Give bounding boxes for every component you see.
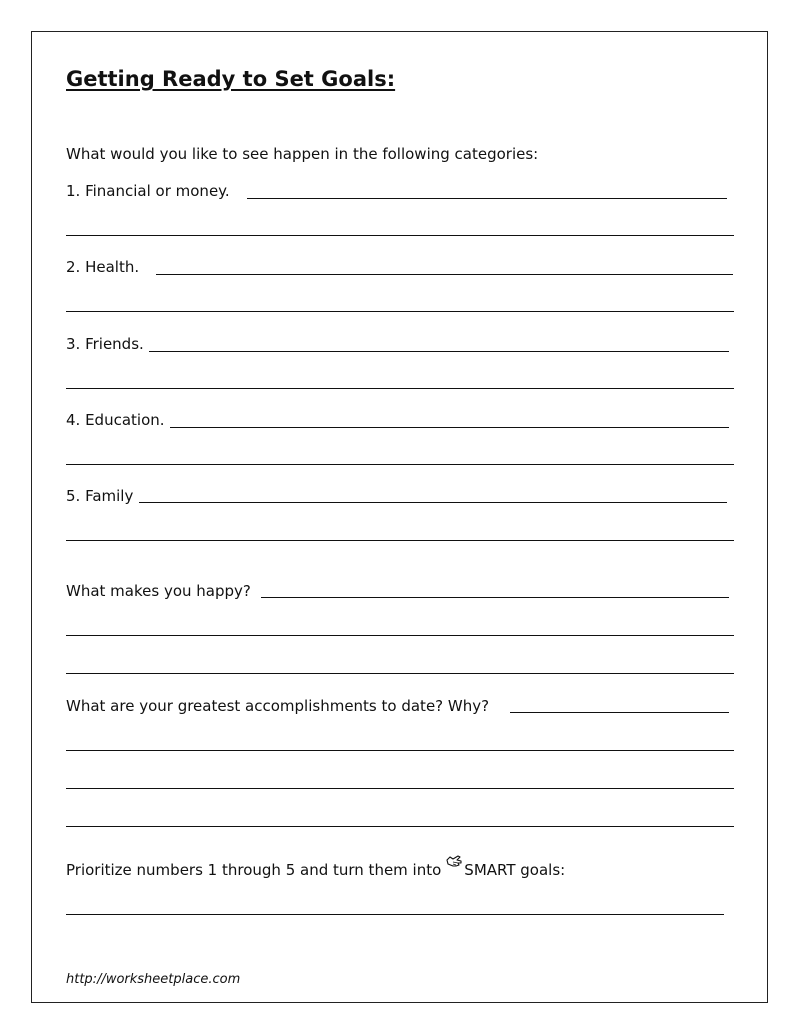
category-financial-answer-line-2[interactable] xyxy=(66,235,734,236)
intro-text: What would you like to see happen in the following categories: xyxy=(66,145,539,163)
pointing-hand-icon xyxy=(445,853,463,871)
category-family-answer-line[interactable] xyxy=(139,502,727,503)
question-happy-answer-line-3[interactable] xyxy=(66,673,734,674)
category-health-label: 2. Health. xyxy=(66,258,140,276)
category-financial-answer-line[interactable] xyxy=(247,198,727,199)
category-education-answer-line[interactable] xyxy=(170,427,729,428)
question-accomplishments-answer-line-4[interactable] xyxy=(66,826,734,827)
footer-url: http://worksheetplace.com xyxy=(66,972,241,987)
question-happy-answer-line-2[interactable] xyxy=(66,635,734,636)
category-education-label: 4. Education. xyxy=(66,411,165,429)
question-prioritize-smart: SMART goals: xyxy=(464,861,566,879)
worksheet-border xyxy=(31,31,768,1003)
question-happy-label: What makes you happy? xyxy=(66,582,251,600)
category-friends-answer-line-2[interactable] xyxy=(66,388,734,389)
question-accomplishments-answer-line-3[interactable] xyxy=(66,788,734,789)
category-friends-label: 3. Friends. xyxy=(66,335,144,353)
question-prioritize-answer-line[interactable] xyxy=(66,914,724,915)
category-health-answer-line[interactable] xyxy=(156,274,733,275)
question-happy-answer-line[interactable] xyxy=(261,597,729,598)
category-financial-label: 1. Financial or money. xyxy=(66,182,230,200)
page-title: Getting Ready to Set Goals: xyxy=(66,67,396,91)
question-prioritize xyxy=(66,859,565,879)
category-family-label: 5. Family xyxy=(66,487,134,505)
category-family-answer-line-2[interactable] xyxy=(66,540,734,541)
question-accomplishments-answer-line-2[interactable] xyxy=(66,750,734,751)
question-accomplishments-answer-line[interactable] xyxy=(510,712,729,713)
category-friends-answer-line[interactable] xyxy=(149,351,729,352)
question-accomplishments-label: What are your greatest accomplishments to date? Why? xyxy=(66,697,490,715)
category-education-answer-line-2[interactable] xyxy=(66,464,734,465)
question-prioritize-text: Prioritize numbers 1 through 5 and turn them into xyxy=(66,861,442,879)
category-health-answer-line-2[interactable] xyxy=(66,311,734,312)
